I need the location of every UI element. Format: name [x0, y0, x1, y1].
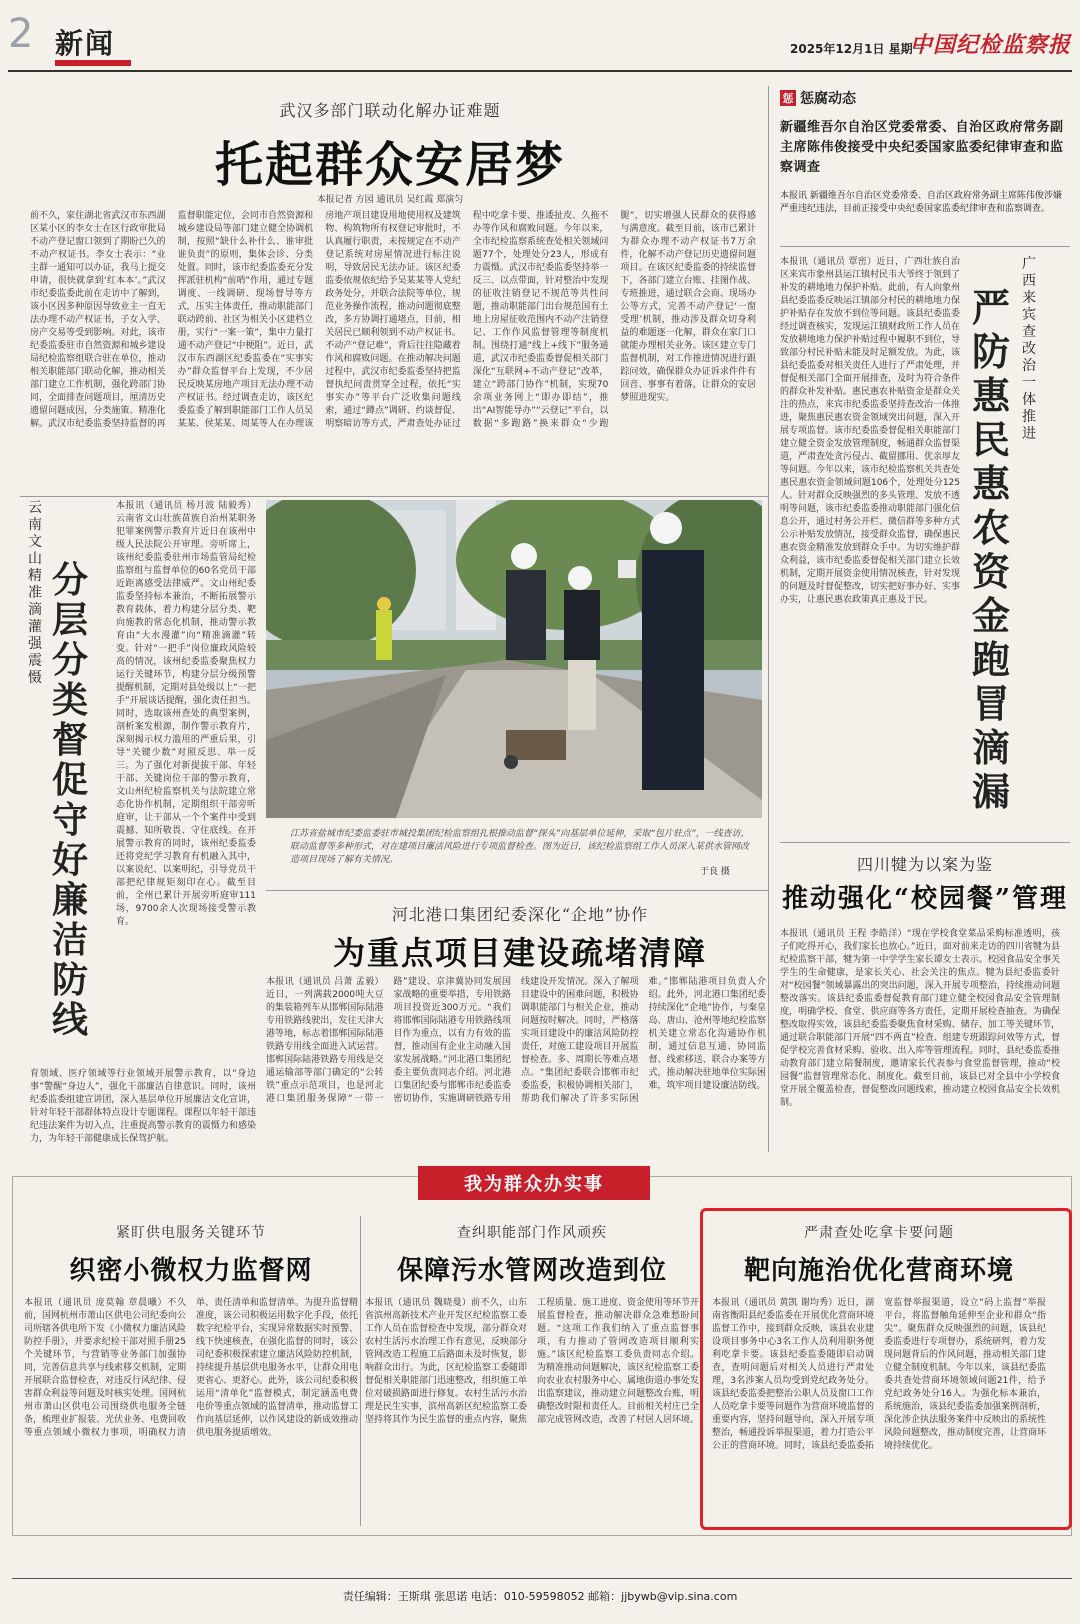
highlight-frame: [700, 1208, 1072, 1530]
anti-corruption-tag-icon: 惩: [780, 90, 796, 106]
bottom-story-kicker: 紧盯供电服务关键环节: [116, 1225, 266, 1241]
hebei-divider: [266, 890, 768, 891]
sichuan-headline: 推动强化“校园餐”管理: [782, 884, 1068, 914]
anti-corruption-box: [780, 88, 1070, 216]
anti-corruption-label-text: 惩腐动态: [800, 91, 856, 107]
anti-corruption-summary: 本报讯 新疆维吾尔自治区党委常委、自治区政府常务副主席陈伟俊涉嫌严重违纪违法，目前正接受中央纪委国家监委纪律审查和监察调查。: [780, 191, 1062, 214]
yunnan-body-continued: 育领域、医疗领域等行业领域开展警示教育，以“身边事”警醒“身边人”，强化干部廉洁自律意识。同时，该州纪委监委组建宣讲团，深入基层单位开展廉洁文化宣讲，针对年轻干部群体特点设计专题课程。课程以年轻干部违纪违法案件为切入点，注重提高警示教育的震慑力和感染力，为年轻干部健康成长保驾护航。: [30, 1069, 256, 1144]
top-story-byline: 本报记者 方园 通讯员 吴红霞 郑演匀: [316, 195, 464, 205]
bottom-story-body: 本报讯（通讯员 庞莫翰 章晨曦）不久前，国网杭州市萧山区供电公司纪委向公司所辖各供电所下发《小微权力廉洁风险防控手册》，并要求纪检干部对照手册25个关键环节，与营销等业务部门加强协同，完善信息共享与线索移交机制，定期开展联合监督检查，对违反行风纪律、侵害群众利益等问题及时核实处理。国网杭州市萧山区供电公司围绕供电服务全链条，梳理业扩报装、光伏业务、电费回收等重点领域小微权力事项，明确权力清单、责任清单和监督清单。为提升监督精准度，该公司积极运用数字化手段，依托数字纪检平台，实现异常数据实时预警、线下快速核查，在强化监督的同时，该公司纪委积极探索建立廉洁风险防控机制，持续提升基层供电服务水平，让群众用电更省心、更舒心。此外，该公司纪委积极运用“清单化”监督模式，制定涵盖电费电价等重点领域的监督清单，推动监督工作向基层延伸，以作风建设的新成效推动供电服务提质增效。: [24, 1298, 358, 1438]
sichuan-divider: [780, 842, 1070, 843]
photo-caption: 江苏省盐城市纪委监委驻市城投集团纪检监察组扎根推动监督“探头”向基层单位延伸，采取“包片驻点”，一线查访，联动监督等多种形式，对在建项目廉洁风险进行专项监督检查。图为近日，该纪检监察组工作人员深入某供水管网改造项目现场了解有关情况。: [290, 829, 750, 865]
newspaper-brand-logo: 中国纪检监察报: [910, 32, 1072, 58]
bottom-story-body: 本报讯（通讯员 黄凯 谢均秀）近日，湖南省衡阳县纪委监委在开展优化营商环境监督工作中，接到群众反映，该县农业建设项目事务中心3名工作人员利用职务便利吃拿卡要。该县纪委监委随即启动调查，查明问题后对相关人员进行严肃处理，3名涉案人员均受到党纪政务处分。该县纪委监委把整治公职人员及窗口工作人员吃拿卡要等问题作为营商环境监督的重要内容，坚持问题导向，深入开展专项整治，畅通投诉举报渠道，着力打造公平公正的营商环境。同时，该县纪委监委拓宽监督举报渠道，设立“码上监督”举报平台，将监督触角延伸至企业和群众“指尖”。聚焦群众反映强烈的问题，该县纪委监委进行专项督办，系统研判，着力发现问题背后的作风问题，推动相关部门建立健全制度机制。今年以来，该县纪委监委共查处营商环境领域问题21件，给予党纪政务处分16人。为强化标本兼治，系统施治，该县纪委监委加强案例剖析，深化涉企执法服务案件中反映出的系统性风险问题整改，推动制度完善，让营商环境持续优化。: [712, 1298, 1046, 1451]
bottom-story-headline: 靶向施治优化营商环境: [743, 1256, 1014, 1286]
top-story-body: 前不久，家住湖北省武汉市东西湖区某小区的李女士在区行政审批局不动产登记窗口领到了期盼已久的不动产权证书。李女士表示：“业主群一通知可以办证，我马上提交申请，很快就拿到‘红本本’。”武汉市纪委监委此前在走访中了解到，该小区因多种原因导致业主一直无法办理不动产权证书，子女入学、房产交易等受到影响。对此，该市纪委监委驻市自然资源和城乡建设局纪检监察组联合驻在单位，推动相关职能部门联动化解，推动相关部门建立工作机制，强化跨部门协同，全面排查问题项目，厘清历史遗留问题成因，分类施策、精准化解。武汉市纪委监委坚持监督的再监督职能定位，会同市自然资源和城乡建设局等部门建立健全协调机制，按照“缺什么补什么、谁审批谁负责”的原则，集体会诊、分类处置。同时，该市纪委监委充分发挥派驻机构“前哨”作用，通过专题调度、一线调研、现场督导等方式，压实主体责任，推动职能部门联动跨前、社区为相关小区建档立册，实行“一案一策”，集中力量打通不动产登记“中梗阻”。近日，武汉市东西湖区纪委监委在“实事实办”群众监督平台上发现，不少居民反映某房地产项目无法办理不动产权证书。经过调查走访，该区纪委监委了解到职能部门工作人员吴某某、侯某某、周某等人在办理该房地产项目建设用地使用权及建筑物、构筑物所有权登记审批时，不认真履行职责，未按规定在不动产登记系统对房屋情况进行标注说明，导致居民无法办证。该区纪委监委依规依纪给予吴某某等人党纪政务处分，并联合法院等单位，规范业务操作流程，推动问题彻底整改，多方协调打通堵点，目前，相关居民已顺利领到不动产权证书。不动产“登记难”，背后往往隐藏着作风和腐败问题。在推动解决问题过程中，武汉市纪委监委坚持把监督执纪问责贯穿全过程，依托“实事实办”等平台广泛收集问题线索，通过“蹲点”调研、约谈督促、明察暗访等方式，严肃查处办证过程中吃拿卡要、推诿扯皮、久拖不办等作风和腐败问题。今年以来，全市纪检监察系统查处相关领域问题77个，处理处分23人，形成有力震慑。武汉市纪委监委坚持举一反三、以点带面，针对整治中发现的征收注销登记不规范等共性问题，推动职能部门出台规范国有土地上房屋征收范围内不动产注销登记、工作作风监督管理等制度机制。围绕打通“线上+线下”服务通道，武汉市纪委监委督促相关部门深化“互联网+不动产登记”改革，建立“跨部门协作”机制，实现70余项业务网上“即办即结”，推出“AI智能导办”“云登记”平台，以数据“多跑路”换来群众“少跑腿”，切实增强人民群众的获得感与满意度。截至目前，该市已累计为群众办理不动产权证书7万余件，化解不动产登记历史遗留问题项目。在该区纪委监委的持续监督下，各部门建立台账、挂图作战、专班推进，通过联合会商、现场办公等方式，完善不动产登记‘一窗受理’机制，推动涉及群众切身利益的难题逐一化解，群众在家门口就能办理相关业务。该区建立专门监督机制，对工作推进情况进行跟踪问效，确保群众办证诉求件件有回音、事事有着落，让群众的安居梦照进现实。: [30, 211, 756, 429]
bottom-story-2: [365, 1222, 699, 1497]
footer-rule: [12, 1578, 1072, 1579]
bottom-story-kicker: 查纠职能部门作风顽疾: [457, 1225, 607, 1241]
hebei-body: 本报讯（通讯员 吕萧 孟毅）近日，一列满载2000吨大豆的集装箱列车从邯郸国际陆港专用铁路线驶出，发往天津大港等地，标志着邯郸国际陆港铁路专用线全面进入试运营。邯郸国际陆港铁路专用线是交通运输部等部门确定的“公转铁”重点示范项目，也是河北港口集团服务保障“一带一路”建设、京津冀协同发展国家战略的重要举措，专用铁路项目投资近300万元。“我们将邯郸国际陆港专用铁路线项目作为重点，以有力有效的监督，推动国有企业主动融入国家发展战略。”河北港口集团纪委主要负责同志介绍。河北港口集团纪委与邯郸市纪委监委密切协作，实施调研铁路专用线建设开发情况。深入了解项目建设中的困难问题，积极协调职能部门与相关企业，推动问题按时解决。同时，严格落实项目建设中的廉洁风险防控责任，对施工建设项目开展监督检查。多、周期长等难点堵点。“集团纪委联合邯郸市纪委监委，积极协调相关部门，帮助我们解决了许多实际困难。”邯郸陆港项目负责人介绍。此外，河北港口集团纪委持续深化“企地”协作，与秦皇岛、唐山、沧州等地纪检监察机关建立常态化沟通协作机制，通过信息互通、协同监督、线索移送、联合办案等方式，推动解决驻地单位实际困难，筑牢项目建设廉洁防线。: [266, 977, 766, 1104]
section-underline: [55, 60, 131, 66]
hebei-headline: 为重点项目建设疏堵清障: [332, 934, 707, 972]
bottom-story-body: 本报讯（通讯员 魏晓曼）前不久，山东省滨州高新技术产业开发区纪检监察工委工作人员在监督检查中发现，部分群众对农村生活污水治理工作有意见，反映部分管网改造工程施工后路面未及时恢复，影响群众出行。为此，区纪检监察工委随即督促相关职能部门迅速整改，组织施工单位对破损路面进行修复。农村生活污水治理是民生实事，滨州高新区纪检监察工委坚持将其作为民生监督的重点内容，聚焦工程质量、施工进度、资金使用等环节开展监督检查，推动解决群众急难愁盼问题。“这项工作我们纳入了重点监督事项，有力推动了管网改造项目顺利实施。”该区纪检监察工委负责同志介绍。为精准推动问题解决，该区纪检监察工委向农业农村服务中心、属地街道办事处发出监察建议，推动建立问题整改台账，明确整改时限和责任人。目前相关村庄已全部完成管网改造，改善了村居人居环境。: [365, 1298, 699, 1425]
footer-credits: 责任编辑：王斯琪 张思诺 电话：010-59598052 邮箱：jjbywb@vip.sina.com: [342, 1590, 738, 1603]
top-story-kicker: 武汉多部门联动化解办证难题: [279, 101, 501, 120]
yunnan-kicker: 云南文山精准滴灌强震慑: [28, 500, 42, 686]
anti-corruption-headline: 新疆维吾尔自治区党委常委、自治区政府常务副主席陈伟俊接受中央纪委国家监委纪律审查和监察调查: [780, 120, 1064, 175]
section-title: 新闻: [55, 27, 116, 60]
top-story-headline: 托起群众安居梦: [214, 137, 565, 193]
yunnan-body: 本报讯（通讯员 杨月波 陆毅秀）云南省文山壮族苗族自治州某职务犯罪案例警示教育片近日在该州中级人民法院公开审理。旁听席上，该州纪委监委驻州市场监管局纪检监察组与监督单位的60名党员干部近距离感受法律威严。文山州纪委监委坚持标本兼治，不断拓展警示教育载体，着力构建分层分类、靶向施教的常态化机制，推动警示教育由“大水漫灌”向“精准滴灌”转变。针对“一把手”岗位廉政风险较高的情况，该州纪委监委聚焦权力运行关键环节，构建分层分级预警提醒机制，定期对县处级以上“一把手”开展谈话提醒，强化责任担当。同时，选取该州查处的典型案例，剖析案发根源，制作警示教育片，深刻揭示权力滥用的严重后果，引导“关键少数”对照反思、举一反三。为了强化对新提拔干部、年轻干部、关键岗位干部的警示教育，文山州纪检监察机关与法院建立常态化协作机制，定期组织干部旁听庭审，让干部从一个个案件中受到震撼、知所敬畏、守住底线。在开展警示教育的同时，该州纪委监委还将党纪学习教育有机融入其中，以案说纪、以案明纪，引导党员干部把纪律规矩刻印在心。截至目前，全州已累计开展旁听庭审111场，9700余人次现场接受警示教育。: [116, 501, 256, 927]
news-photo: [266, 500, 762, 818]
hebei-kicker: 河北港口集团纪委深化“企地”协作: [391, 905, 649, 924]
anti-corruption-label: [780, 88, 1070, 108]
guangxi-headline: 严防惠民惠农资金跑冒滴漏: [971, 285, 1010, 814]
bottom-section-title: 我为群众办实事: [418, 1166, 650, 1200]
header-rule: [8, 70, 1072, 72]
column-divider: [768, 86, 769, 1152]
guangxi-body: 本报讯（通讯员 覃密）近日，广西壮族自治区来宾市象州县运江镇村民韦大爷终于领到了补发的耕地地力保护补贴。此前，有人向象州县纪委监委反映运江镇部分村民的耕地地力保护补贴存在发放不到位等问题。该县纪委监委经过调查核实，发现运江镇财政所工作人员在发放耕地地力保护补贴过程中履职不到位，导致部分村民补贴未能及时足额发放。为此，该县纪委监委对相关责任人进行了严肃处理，并督促相关部门全面开展排查，及时为符合条件的群众补发补贴。惠民惠农补贴资金是群众关注的热点，来宾市纪委监委坚持查改治一体推进，聚焦惠民惠农资金领域突出问题，深入开展专项监督。该市纪委监委督促相关职能部门建立健全资金发放管理制度，畅通群众监督渠道，严肃查处贪污侵占、截留挪用、优亲厚友等问题。今年以来，该市纪检监察机关共查处惠民惠农资金领域问题106个，处理处分125人。针对群众反映强烈的多头管理、发放不透明等问题，该市纪委监委推动职能部门强化信息公开，通过村务公开栏、微信群等多种方式公示补贴发放情况，接受群众监督，确保惠民惠农资金精准发放到群众手中。为切实维护群众利益，该市纪委监委督促相关部门建立长效机制，定期开展资金使用情况核查，针对发现的问题及时督促整改，切实把好事办好、实事办实，让惠民惠农政策真正惠及于民。: [780, 257, 960, 605]
issue-date: 2025年12月1日 星期一: [790, 42, 925, 56]
bottom-story-1: [24, 1222, 358, 1497]
bottom-story-headline: 织密小微权力监督网: [69, 1256, 313, 1286]
sichuan-kicker: 四川犍为以案为鉴: [856, 855, 993, 874]
guangxi-kicker: 广西来宾查改治一体推进: [1022, 256, 1036, 442]
top-story-divider: [20, 496, 768, 497]
sidebar-divider: [780, 246, 1070, 247]
construction-site-photo: [266, 500, 762, 818]
bottom-story-kicker: 严肃查处吃拿卡要问题: [804, 1225, 954, 1241]
bottom-divider: [360, 1216, 361, 1526]
photo-credit: 于良 摄: [700, 867, 730, 877]
page-number: 2: [8, 11, 34, 57]
yunnan-headline: 分层分类督促守好廉洁防线: [51, 559, 88, 1041]
bottom-story-headline: 保障污水管网改造到位: [396, 1256, 667, 1286]
sichuan-body: 本报讯（通讯员 王程 李皓洋）“现在学校食堂菜品采购标准透明，孩子们吃得开心，我们家长也放心。”近日，面对前来走访的四川省犍为县纪检监察干部，犍为第一中学学生家长谭女士表示。校园食品安全事关学生的生命健康，是家长关心、社会关注的焦点。犍为县纪委监委针对“校园餐”领域暴露出的突出问题，深入开展专项整治，持续推动问题整改落实。该县纪委监委督促教育部门建立健全校园食品安全管理制度，明确学校、食堂、供应商等各方责任，定期开展检查抽查。为确保整改取得实效，该县纪委监委聚焦食材采购、储存、加工等关键环节，通过联合职能部门开展“四不两直”检查、组建专班跟踪问效等方式，督促学校完善食材采购、验收、出入库等管理流程。同时，县纪委监委推动教育部门建立陪餐制度，邀请家长代表参与食堂监督管理，推动“校园餐”监督管理常态化、制度化。截至目前，该县已对全县中小学校食堂开展全覆盖检查，督促整改问题线索，推动建立校园食品安全长效机制。: [780, 929, 1060, 1108]
